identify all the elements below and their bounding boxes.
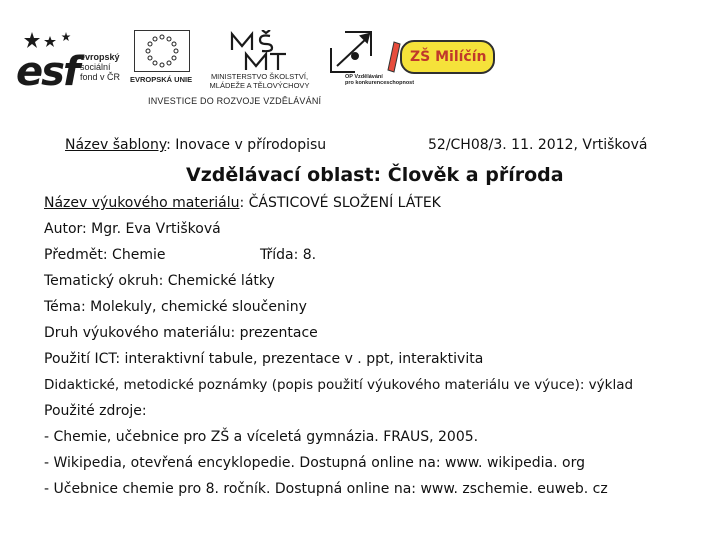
- reference-line: 52/CH08/3. 11. 2012, Vrtišková: [428, 137, 648, 153]
- material-value: : ČÁSTICOVÉ SLOŽENÍ LÁTEK: [239, 195, 441, 211]
- school-logo: [384, 40, 487, 76]
- msmt-caption-line-2: MLÁDEŽE A TĚLOVÝCHOVY: [209, 81, 310, 90]
- topic-line: Téma: Molekuly, chemické sloučeniny: [44, 299, 307, 315]
- template-label: Název šablony: [65, 137, 167, 153]
- school-name: ZŠ Milíčín: [400, 40, 495, 74]
- op-caption-line-2: pro konkurenceschopnost: [345, 80, 415, 86]
- material-line: [44, 194, 441, 212]
- esf-line-3: fond v ČR: [80, 72, 121, 82]
- op-caption-line-1: OP Vzdělávání: [345, 74, 383, 80]
- msmt-logo: [202, 30, 317, 92]
- eu-flag-icon: [134, 30, 190, 72]
- grade-line: Třída: 8.: [260, 247, 317, 263]
- sources-label: Použité zdroje:: [44, 403, 147, 419]
- author-line: Autor: Mgr. Eva Vrtišková: [44, 221, 221, 237]
- esf-line-2: sociální: [80, 62, 111, 72]
- source-item: - Učebnice chemie pro 8. ročník. Dostupná online na: www. zschemie. euweb. cz: [44, 481, 608, 497]
- source-item: - Wikipedia, otevřená encyklopedie. Dostupná online na: www. wikipedia. org: [44, 455, 586, 471]
- eu-caption: EVROPSKÁ UNIE: [130, 75, 193, 84]
- eu-logo: [130, 30, 196, 92]
- didactic-line: Didaktické, metodické poznámky (popis použití výukového materiálu ve výuce): výklad: [44, 377, 634, 393]
- msmt-caption: [202, 72, 317, 90]
- esf-letters: esf: [16, 49, 79, 95]
- page-title: Vzdělávací oblast: Člověk a příroda: [186, 164, 564, 186]
- ict-line: Použití ICT: interaktivní tabule, prezentace v . ppt, interaktivita: [44, 351, 484, 367]
- template-line: [65, 136, 326, 154]
- material-type-line: Druh výukového materiálu: prezentace: [44, 325, 318, 341]
- msmt-mark-icon: [202, 30, 317, 72]
- thematic-line: Tematický okruh: Chemické látky: [44, 273, 275, 289]
- esf-logo: [16, 30, 128, 95]
- msmt-caption-line-1: MINISTERSTVO ŠKOLSTVÍ,: [210, 72, 309, 81]
- subject-line: Předmět: Chemie: [44, 247, 166, 263]
- template-value: : Inovace v přírodopisu: [166, 137, 327, 153]
- esf-wordmark: [80, 52, 120, 82]
- logo-band: [0, 0, 720, 120]
- material-label: Název výukového materiálu: [44, 195, 240, 211]
- investice-banner: INVESTICE DO ROZVOJE VZDĚLÁVÁNÍ: [148, 96, 322, 106]
- esf-line-1: evropský: [80, 52, 120, 62]
- op-emblem-icon: [325, 30, 377, 74]
- source-item: - Chemie, učebnice pro ZŠ a víceletá gymnázia. FRAUS, 2005.: [44, 429, 479, 445]
